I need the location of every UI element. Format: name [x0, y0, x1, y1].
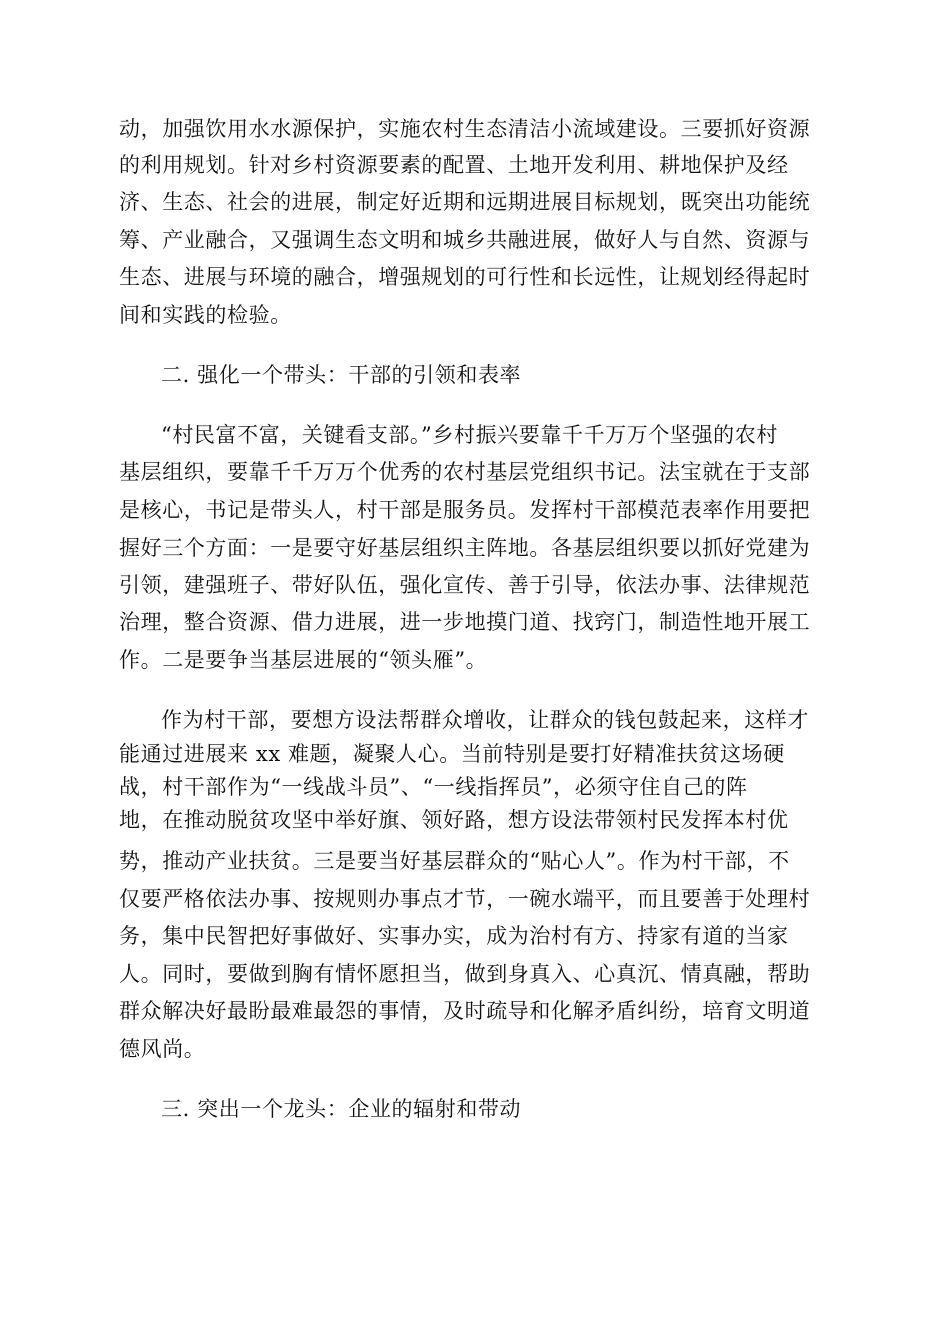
paragraph-line: 能通过进展来 xx 难题，凝聚人心。当前特别是要打好精准扶贫这场硬: [119, 742, 785, 766]
paragraph-line: 仅要严格依法办事、按规则办事点才节，一碗水端平，而且要善于处理村: [119, 887, 811, 911]
paragraph-line: 间和实践的检验。: [119, 303, 292, 327]
paragraph-line: 势，推动产业扶贫。三是要当好基层群众的“贴心人”。作为村干部，不: [119, 849, 790, 873]
paragraph-line: 筹、产业融合，又强调生态文明和城乡共融进展，做好人与自然、资源与: [119, 228, 811, 252]
paragraph-line: 济、生态、社会的进展，制定好近期和远期进展目标规划，既突出功能统: [119, 190, 811, 214]
paragraph-line: 生态、进展与环境的融合，增强规划的可行性和长远性，让规划经得起时: [119, 265, 811, 289]
paragraph-line: 握好三个方面：一是要守好基层组织主阵地。各基层组织要以抓好党建为: [119, 536, 811, 560]
paragraph-line: 德风尚。: [119, 1037, 206, 1061]
section-heading: 二. 强化一个带头：干部的引领和表率: [161, 363, 522, 387]
paragraph-line: 基层组织，要靠千千万万个优秀的农村基层党组织书记。法宝就在于支部: [119, 460, 811, 484]
paragraph-line: 作。二是要争当基层进展的“领头雁”。: [119, 648, 488, 672]
paragraph-line: 务，集中民智把好事做好、实事办实，成为治村有方、持家有道的当家: [119, 924, 789, 948]
paragraph-line: 的利用规划。针对乡村资源要素的配置、土地开发利用、耕地保护及经: [119, 153, 789, 177]
paragraph-line: 战，村干部作为“一线战斗员”、“一线指挥员”，必须守住自己的阵: [119, 775, 748, 799]
paragraph-line: 引领，建强班子、带好队伍，强化宣传、善于引导，依法办事、法律规范: [119, 573, 811, 597]
paragraph-line: “村民富不富，关键看支部。”乡村振兴要靠千千万万个坚强的农村: [161, 423, 778, 447]
paragraph-line: 是核心，书记是带头人，村干部是服务员。发挥村干部模范表率作用要把: [119, 498, 811, 522]
paragraph-line: 动，加强饮用水水源保护，实施农村生态清洁小流域建设。三要抓好资源: [119, 117, 811, 141]
paragraph-line: 作为村干部，要想方设法帮群众增收，让群众的钱包鼓起来，这样才: [161, 708, 809, 732]
paragraph-line: 人。同时，要做到胸有情怀愿担当，做到身真入、心真沉、情真融，帮助: [119, 962, 811, 986]
paragraph-line: 群众解决好最盼最难最怨的事情，及时疏导和化解矛盾纠纷，培育文明道: [119, 999, 811, 1023]
paragraph-line: 地，在推动脱贫攻坚中举好旗、领好路，想方设法带领村民发挥本村优: [119, 808, 789, 832]
paragraph-line: 治理，整合资源、借力进展，进一步地摸门道、找窍门，制造性地开展工: [119, 610, 811, 634]
section-heading: 三. 突出一个龙头：企业的辐射和带动: [161, 1097, 522, 1121]
